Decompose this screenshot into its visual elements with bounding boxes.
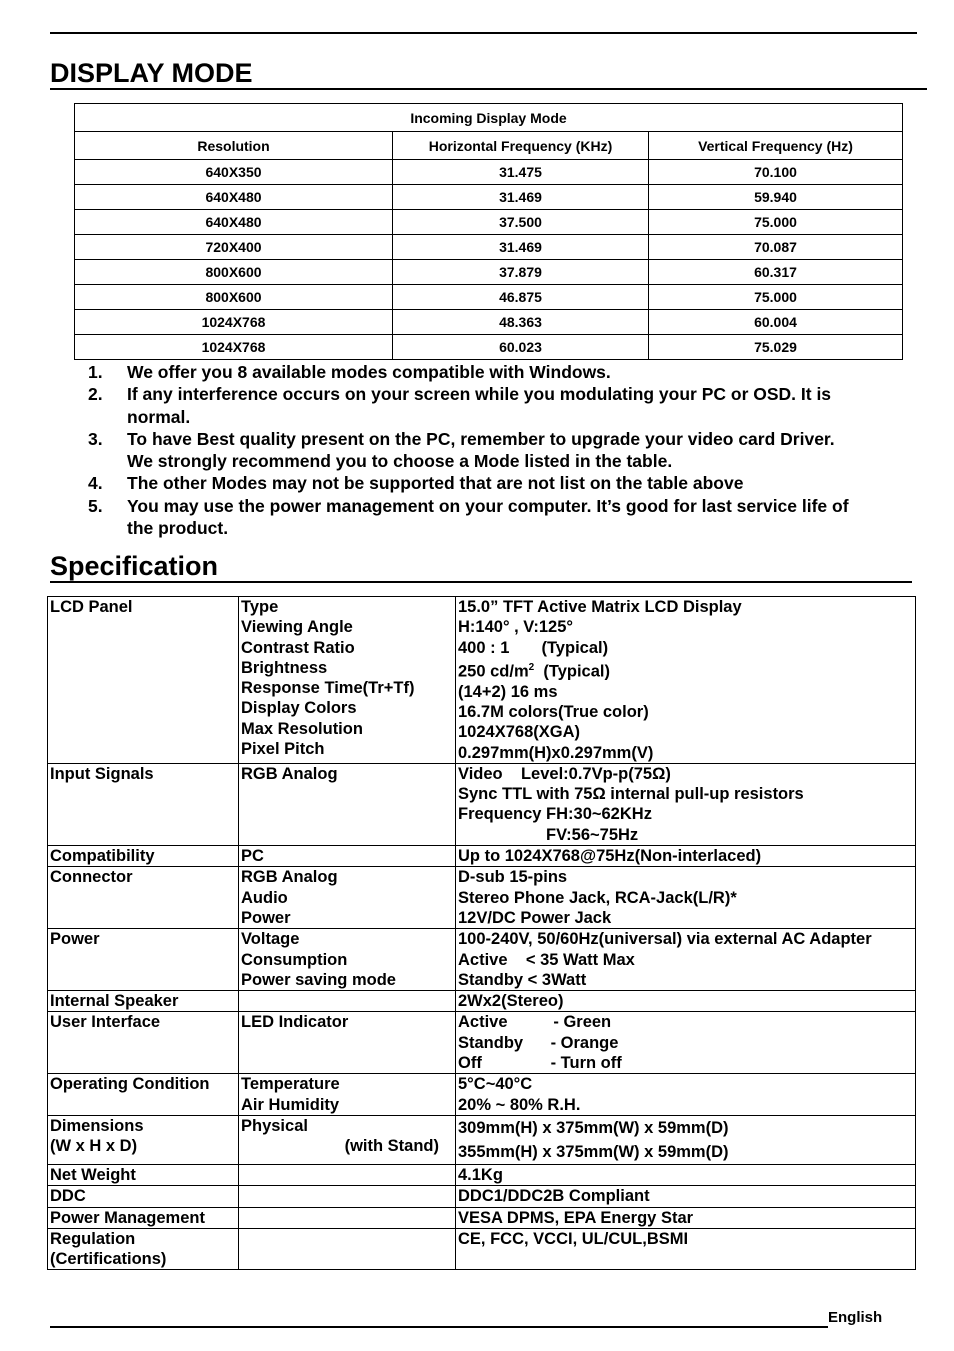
spec-item: Power bbox=[241, 908, 291, 927]
spec-item-cell bbox=[239, 846, 456, 867]
spec-item: RGB Analog bbox=[241, 764, 338, 783]
spec-item: Pixel Pitch bbox=[241, 740, 325, 759]
spec-category: Internal Speaker bbox=[50, 992, 179, 1011]
specification-table bbox=[47, 596, 916, 1270]
spec-value: 5°C~40°C bbox=[458, 1075, 533, 1094]
note-number: 2. bbox=[88, 384, 103, 405]
spec-value: Off - Turn off bbox=[458, 1054, 622, 1073]
list-item bbox=[88, 383, 928, 428]
spec-item-cell bbox=[239, 929, 456, 991]
list-item bbox=[88, 428, 928, 473]
spec-row bbox=[48, 1012, 916, 1074]
horizontal-frequency-cell: 48.363 bbox=[393, 310, 649, 335]
spec-row bbox=[48, 1186, 916, 1207]
table-row bbox=[75, 260, 903, 285]
spec-row bbox=[48, 1228, 916, 1270]
spec-category-cell bbox=[48, 929, 239, 991]
spec-item-cell bbox=[239, 763, 456, 845]
resolution-cell: 640X350 bbox=[75, 160, 393, 185]
spec-category: Net Weight bbox=[50, 1165, 136, 1184]
spec-value: DDC1/DDC2B Compliant bbox=[458, 1187, 650, 1206]
spec-value: 355mm(H) x 375mm(W) x 59mm(D) bbox=[458, 1142, 729, 1161]
footer-rule bbox=[50, 1326, 828, 1328]
table-row bbox=[75, 185, 903, 210]
note-text-line: normal. bbox=[127, 406, 191, 427]
spec-value-cell bbox=[456, 763, 916, 845]
spec-value-cell bbox=[456, 1074, 916, 1116]
spec-item: RGB Analog bbox=[241, 868, 338, 887]
resolution-cell: 1024X768 bbox=[75, 335, 393, 360]
spec-row bbox=[48, 1115, 916, 1164]
spec-item-cell bbox=[239, 1186, 456, 1207]
spec-row bbox=[48, 929, 916, 991]
spec-category: DDC bbox=[50, 1187, 86, 1206]
spec-value-cell bbox=[456, 929, 916, 991]
spec-row bbox=[48, 1207, 916, 1228]
note-number: 4. bbox=[88, 473, 103, 494]
horizontal-frequency-cell: 37.879 bbox=[393, 260, 649, 285]
resolution-cell: 800X600 bbox=[75, 285, 393, 310]
resolution-cell: 720X400 bbox=[75, 235, 393, 260]
spec-item: Voltage bbox=[241, 930, 300, 949]
spec-value-cell bbox=[456, 1164, 916, 1185]
top-rule bbox=[50, 32, 917, 34]
spec-category: Power bbox=[50, 930, 100, 949]
horizontal-frequency-cell: 31.469 bbox=[393, 185, 649, 210]
spec-item: Response Time(Tr+Tf) bbox=[241, 679, 415, 698]
display-mode-heading: DISPLAY MODE bbox=[50, 58, 253, 88]
spec-category-cell bbox=[48, 1207, 239, 1228]
spec-category-cell bbox=[48, 1228, 239, 1270]
spec-value-cell bbox=[456, 1012, 916, 1074]
spec-row bbox=[48, 846, 916, 867]
spec-value: Active < 35 Watt Max bbox=[458, 950, 635, 969]
spec-category-cell bbox=[48, 597, 239, 764]
table-row bbox=[75, 310, 903, 335]
spec-item-cell bbox=[239, 867, 456, 929]
spec-value: 1024X768(XGA) bbox=[458, 723, 580, 742]
resolution-cell: 1024X768 bbox=[75, 310, 393, 335]
note-text-line: the product. bbox=[127, 518, 229, 539]
spec-value-suffix: (Typical) bbox=[534, 662, 610, 681]
table-row bbox=[75, 235, 903, 260]
spec-category: Operating Condition bbox=[50, 1075, 210, 1094]
spec-value-cell bbox=[456, 1186, 916, 1207]
spec-value-cell bbox=[456, 1207, 916, 1228]
spec-item-cell bbox=[239, 1164, 456, 1185]
spec-category-cell bbox=[48, 1074, 239, 1116]
spec-item-cell bbox=[239, 1074, 456, 1116]
spec-category: Connector bbox=[50, 868, 133, 887]
spec-value: VESA DPMS, EPA Energy Star bbox=[458, 1208, 694, 1227]
spec-value: H:140° , V:125° bbox=[458, 618, 574, 637]
spec-item: Type bbox=[241, 598, 279, 616]
spec-value: 309mm(H) x 375mm(W) x 59mm(D) bbox=[458, 1118, 729, 1137]
spec-value: Frequency FH:30~62KHz bbox=[458, 805, 652, 824]
spec-category: Compatibility bbox=[50, 847, 155, 866]
display-mode-notes bbox=[88, 361, 928, 539]
column-header-horizontal-frequency: Horizontal Frequency (KHz) bbox=[393, 132, 649, 160]
spec-item: Air Humidity bbox=[241, 1095, 340, 1114]
table-row bbox=[75, 210, 903, 235]
spec-value: 100-240V, 50/60Hz(universal) via external AC Adapter bbox=[458, 930, 872, 949]
vertical-frequency-cell: 75.000 bbox=[649, 210, 903, 235]
spec-value: Stereo Phone Jack, RCA-Jack(L/R)* bbox=[458, 888, 737, 907]
spec-row bbox=[48, 597, 916, 764]
resolution-cell: 640X480 bbox=[75, 210, 393, 235]
spec-value: 4.1Kg bbox=[458, 1165, 503, 1184]
spec-item: Contrast Ratio bbox=[241, 638, 355, 657]
vertical-frequency-cell: 59.940 bbox=[649, 185, 903, 210]
spec-value: 12V/DC Power Jack bbox=[458, 908, 612, 927]
spec-value: 250 cd/m bbox=[458, 662, 529, 681]
spec-value: 0.297mm(H)x0.297mm(V) bbox=[458, 743, 654, 762]
spec-category: (Certifications) bbox=[50, 1250, 167, 1269]
spec-value: 2Wx2(Stereo) bbox=[458, 992, 564, 1011]
spec-category: Input Signals bbox=[50, 764, 154, 783]
spec-category: Power Management bbox=[50, 1208, 205, 1227]
spec-value: D-sub 15-pins bbox=[458, 868, 568, 887]
resolution-cell: 800X600 bbox=[75, 260, 393, 285]
spec-value: (14+2) 16 ms bbox=[458, 682, 558, 701]
spec-item-cell bbox=[239, 1115, 456, 1164]
note-number: 5. bbox=[88, 495, 103, 516]
spec-value-cell bbox=[456, 867, 916, 929]
spec-value: Sync TTL with 75Ω internal pull-up resistors bbox=[458, 785, 804, 804]
vertical-frequency-cell: 75.029 bbox=[649, 335, 903, 360]
spec-item: LED Indicator bbox=[241, 1013, 349, 1032]
display-mode-table-title: Incoming Display Mode bbox=[75, 104, 903, 132]
spec-row bbox=[48, 991, 916, 1012]
spec-category: User Interface bbox=[50, 1013, 161, 1032]
spec-value: Up to 1024X768@75Hz(Non-interlaced) bbox=[458, 847, 762, 866]
vertical-frequency-cell: 70.100 bbox=[649, 160, 903, 185]
spec-category-cell bbox=[48, 1186, 239, 1207]
spec-value-cell bbox=[456, 846, 916, 867]
list-item bbox=[88, 472, 928, 494]
spec-row bbox=[48, 763, 916, 845]
spec-value: FV:56~75Hz bbox=[546, 825, 639, 844]
vertical-frequency-cell: 75.000 bbox=[649, 285, 903, 310]
spec-item: PC bbox=[241, 847, 264, 866]
spec-category: LCD Panel bbox=[50, 598, 133, 616]
display-mode-heading-rule bbox=[50, 88, 927, 90]
footer-language-label: English bbox=[828, 1309, 883, 1326]
spec-value-cell bbox=[456, 991, 916, 1012]
spec-value: 20% ~ 80% R.H. bbox=[458, 1095, 581, 1114]
spec-item-cell bbox=[239, 597, 456, 764]
spec-value: Active - Green bbox=[458, 1013, 612, 1032]
note-text-line: You may use the power management on your computer. It’s good for last service life of bbox=[127, 495, 849, 516]
spec-item: Physical bbox=[241, 1116, 308, 1135]
spec-category: (W x H x D) bbox=[50, 1137, 138, 1156]
spec-category-cell bbox=[48, 1164, 239, 1185]
spec-value: 16.7M colors(True color) bbox=[458, 702, 649, 721]
spec-category-cell bbox=[48, 867, 239, 929]
superscript: 2 bbox=[528, 661, 535, 673]
spec-item: Display Colors bbox=[241, 699, 357, 718]
note-text-line: To have Best quality present on the PC, remember to upgrade your video card Driver. bbox=[127, 428, 835, 449]
note-number: 3. bbox=[88, 428, 103, 449]
spec-item: Audio bbox=[241, 888, 288, 907]
spec-item: Power saving mode bbox=[241, 970, 396, 989]
vertical-frequency-cell: 70.087 bbox=[649, 235, 903, 260]
specification-heading-rule bbox=[50, 581, 912, 583]
spec-category-cell bbox=[48, 991, 239, 1012]
spec-value: CE, FCC, VCCI, UL/CUL,BSMI bbox=[458, 1229, 689, 1248]
spec-item: (with Stand) bbox=[344, 1137, 439, 1156]
spec-value: 400 : 1 (Typical) bbox=[458, 638, 609, 657]
display-mode-table bbox=[74, 103, 903, 360]
horizontal-frequency-cell: 31.475 bbox=[393, 160, 649, 185]
specification-heading: Specification bbox=[50, 551, 219, 581]
horizontal-frequency-cell: 37.500 bbox=[393, 210, 649, 235]
spec-category: Regulation bbox=[50, 1229, 136, 1248]
spec-value: Standby - Orange bbox=[458, 1033, 619, 1052]
spec-value: 15.0” TFT Active Matrix LCD Display bbox=[458, 598, 742, 616]
note-text-line: We offer you 8 available modes compatible with Windows. bbox=[127, 362, 611, 382]
horizontal-frequency-cell: 60.023 bbox=[393, 335, 649, 360]
spec-value: Video Level:0.7Vp-p(75Ω) bbox=[458, 764, 671, 783]
spec-category: Dimensions bbox=[50, 1116, 144, 1135]
spec-item: Temperature bbox=[241, 1075, 340, 1094]
spec-item-cell bbox=[239, 1012, 456, 1074]
note-text-line: We strongly recommend you to choose a Mode listed in the table. bbox=[127, 451, 673, 472]
spec-category-cell bbox=[48, 1115, 239, 1164]
spec-row bbox=[48, 1074, 916, 1116]
horizontal-frequency-cell: 46.875 bbox=[393, 285, 649, 310]
resolution-cell: 640X480 bbox=[75, 185, 393, 210]
note-number: 1. bbox=[88, 362, 103, 382]
spec-item-cell bbox=[239, 1207, 456, 1228]
note-text-line: The other Modes may not be supported that are not list on the table above bbox=[127, 473, 744, 494]
spec-category-cell bbox=[48, 846, 239, 867]
spec-item-cell bbox=[239, 1228, 456, 1270]
spec-value-brightness bbox=[458, 658, 915, 682]
spec-value-cell bbox=[456, 1228, 916, 1270]
horizontal-frequency-cell: 31.469 bbox=[393, 235, 649, 260]
list-item bbox=[88, 361, 928, 383]
spec-item-cell bbox=[239, 991, 456, 1012]
vertical-frequency-cell: 60.004 bbox=[649, 310, 903, 335]
spec-value: Standby < 3Watt bbox=[458, 970, 587, 989]
column-header-vertical-frequency: Vertical Frequency (Hz) bbox=[649, 132, 903, 160]
spec-category-cell bbox=[48, 1012, 239, 1074]
spec-item: Brightness bbox=[241, 658, 328, 677]
spec-item: Viewing Angle bbox=[241, 618, 353, 637]
spec-value-cell bbox=[456, 597, 916, 764]
table-row bbox=[75, 335, 903, 360]
spec-row bbox=[48, 1164, 916, 1185]
spec-item: Consumption bbox=[241, 950, 348, 969]
list-item bbox=[88, 495, 928, 540]
spec-item: Max Resolution bbox=[241, 719, 363, 738]
note-text-line: If any interference occurs on your screen while you modulating your PC or OSD. It is bbox=[127, 384, 832, 405]
spec-value-cell bbox=[456, 1115, 916, 1164]
table-row bbox=[75, 160, 903, 185]
table-row bbox=[75, 285, 903, 310]
vertical-frequency-cell: 60.317 bbox=[649, 260, 903, 285]
spec-category-cell bbox=[48, 763, 239, 845]
column-header-resolution: Resolution bbox=[75, 132, 393, 160]
spec-row bbox=[48, 867, 916, 929]
